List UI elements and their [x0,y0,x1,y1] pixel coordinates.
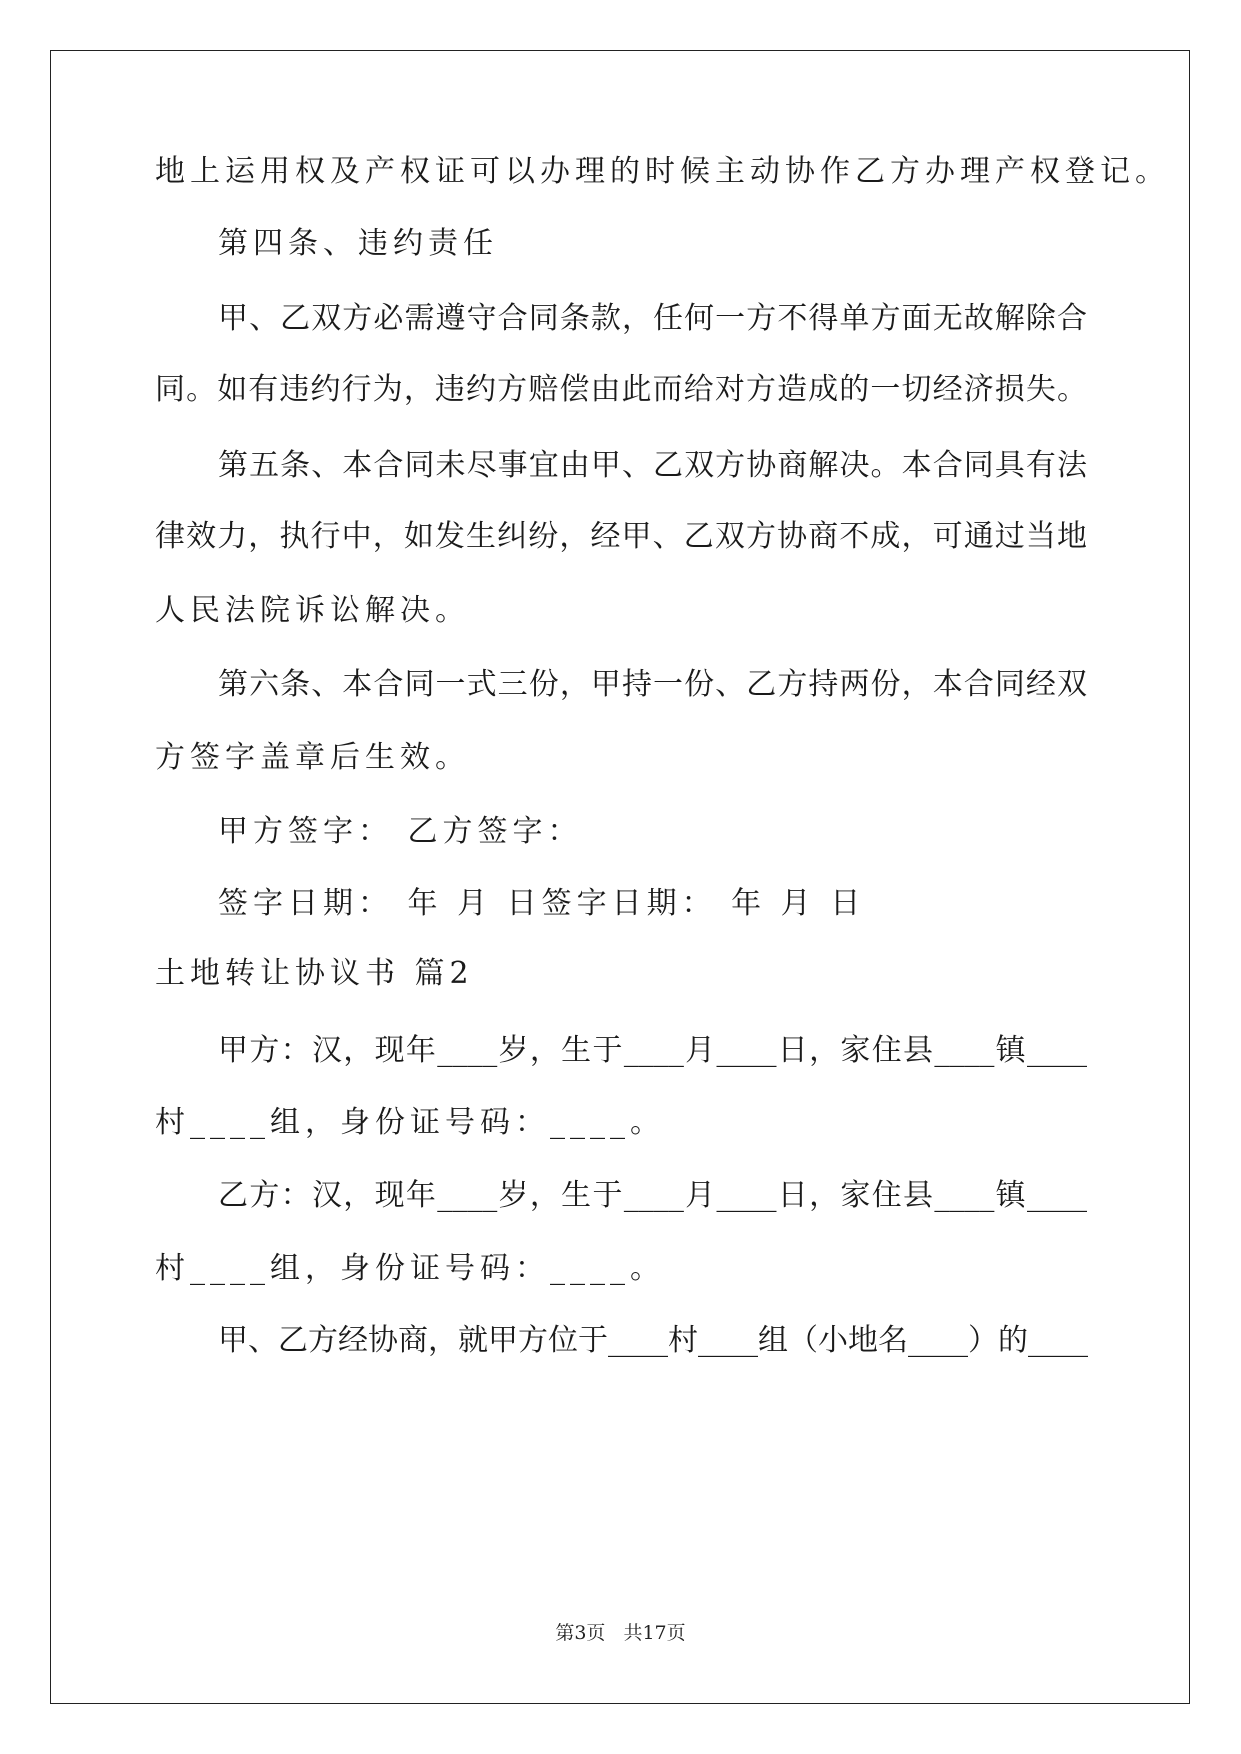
paragraph-line: 乙方：汉，现年____岁，生于____月____日，家住县____镇____ [218,1178,1087,1213]
paragraph-line: 甲、乙方经协商，就甲方位于____村____组（小地名____）的____ [218,1323,1088,1358]
paragraph-line: 律效力，执行中，如发生纠纷，经甲、乙双方协商不成，可通过当地 [155,519,1087,554]
signature-date-line: 签字日期： 年 月 日签字日期： 年 月 日 [218,886,866,921]
paragraph-line: 第六条、本合同一式三份，甲持一份、乙方持两份，本合同经双 [218,667,1087,702]
section-heading: 第四条、违约责任 [218,226,498,261]
signature-line: 甲方签字： 乙方签字： [218,814,583,849]
paragraph-line: 地上运用权及产权证可以办理的时候主动协作乙方办理产权登记。 [155,154,1170,189]
paragraph-line: 第五条、本合同未尽事宜由甲、乙双方协商解决。本合同具有法 [218,448,1087,483]
paragraph-line: 人民法院诉讼解决。 [155,593,470,628]
section-title: 土地转让协议书 篇2 [155,956,474,991]
paragraph-line: 甲、乙双方必需遵守合同条款，任何一方不得单方面无故解除合 [218,301,1087,336]
page-number: 第3页 [555,1622,606,1644]
paragraph-line: 甲方：汉，现年____岁，生于____月____日，家住县____镇____ [218,1033,1087,1068]
paragraph-line: 村____组，身份证号码：____。 [155,1105,665,1140]
paragraph-line: 村____组，身份证号码：____。 [155,1251,665,1286]
paragraph-line: 同。如有违约行为，违约方赔偿由此而给对方造成的一切经济损失。 [155,372,1087,407]
page-footer [0,1620,1241,1646]
paragraph-line: 方签字盖章后生效。 [155,740,470,775]
page-total: 共17页 [623,1622,686,1644]
